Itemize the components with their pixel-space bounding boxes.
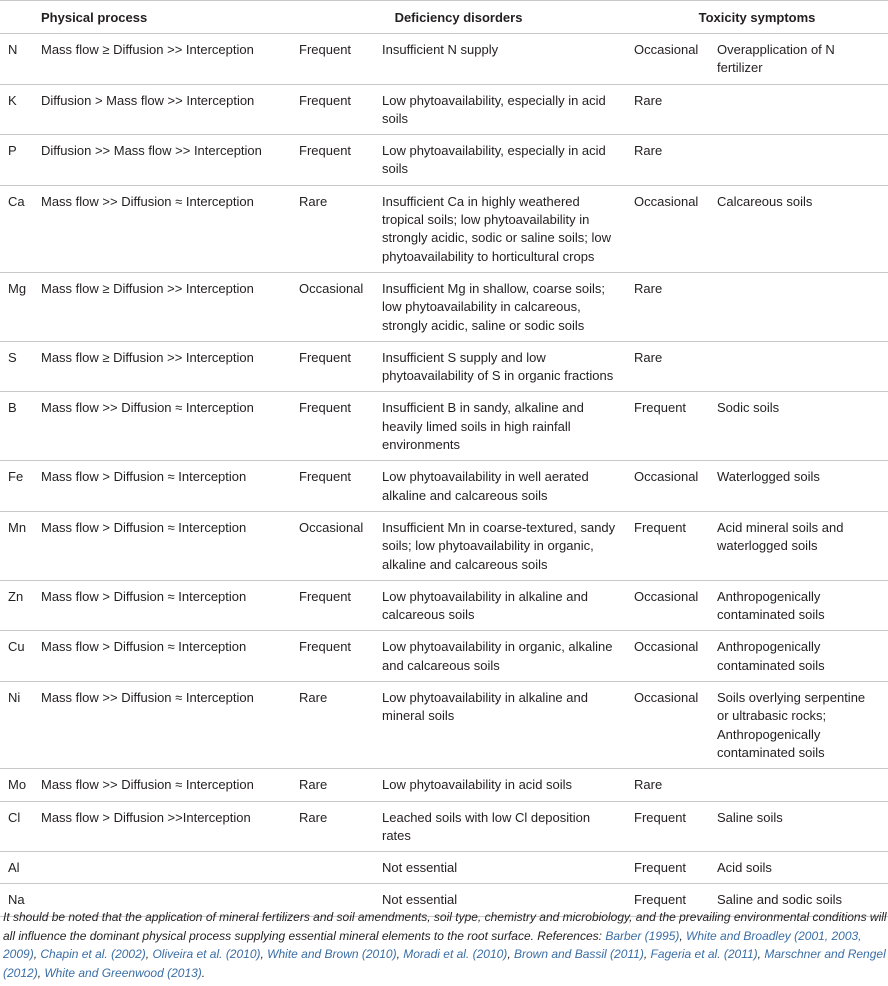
element-cell: Ni xyxy=(0,682,33,769)
deficiency-frequency-cell: Rare xyxy=(291,185,374,272)
reference-link[interactable]: Oliveira et al. (2010) xyxy=(152,947,261,961)
header-element xyxy=(0,1,33,34)
table-row xyxy=(0,341,888,392)
process-cell: Mass flow ≥ Diffusion >> Interception xyxy=(33,272,291,341)
table-row xyxy=(0,682,888,769)
deficiency-description-cell: Not essential xyxy=(374,852,626,884)
process-cell: Mass flow ≥ Diffusion >> Interception xyxy=(33,34,291,85)
element-cell: N xyxy=(0,34,33,85)
table-row xyxy=(0,84,888,135)
deficiency-description-cell: Leached soils with low Cl deposition rates xyxy=(374,801,626,852)
toxicity-frequency-cell: Frequent xyxy=(626,392,709,461)
header-deficiency: Deficiency disorders xyxy=(291,1,626,34)
element-cell: S xyxy=(0,341,33,392)
element-cell: P xyxy=(0,135,33,186)
deficiency-description-cell: Low phytoavailability in alkaline and calcareous soils xyxy=(374,580,626,631)
toxicity-frequency-cell: Occasional xyxy=(626,185,709,272)
process-cell: Mass flow > Diffusion ≈ Interception xyxy=(33,580,291,631)
toxicity-frequency-cell: Rare xyxy=(626,769,709,801)
table-row xyxy=(0,185,888,272)
toxicity-description-cell xyxy=(709,769,888,801)
deficiency-frequency-cell: Occasional xyxy=(291,272,374,341)
table-row xyxy=(0,272,888,341)
process-cell: Diffusion >> Mass flow >> Interception xyxy=(33,135,291,186)
table-row xyxy=(0,801,888,852)
process-cell: Mass flow >> Diffusion ≈ Interception xyxy=(33,392,291,461)
toxicity-description-cell: Anthropogenically contaminated soils xyxy=(709,631,888,682)
deficiency-description-cell: Insufficient S supply and low phytoavailability of S in organic fractions xyxy=(374,341,626,392)
deficiency-frequency-cell: Rare xyxy=(291,769,374,801)
deficiency-frequency-cell: Frequent xyxy=(291,461,374,512)
deficiency-frequency-cell: Frequent xyxy=(291,84,374,135)
reference-link[interactable]: Marschner and Rengel (2012) xyxy=(3,947,886,980)
table-row xyxy=(0,852,888,884)
deficiency-frequency-cell: Frequent xyxy=(291,34,374,85)
footnote-text: It should be noted that the application of mineral fertilizers and soil amendments, soil type, chemistry and microbiology, and the prevailing environmental conditions will all influence the dominant physical process supplying essential mineral elements to the root surface. References: xyxy=(3,910,887,943)
toxicity-frequency-cell: Rare xyxy=(626,135,709,186)
table-row xyxy=(0,631,888,682)
table-row xyxy=(0,461,888,512)
toxicity-frequency-cell: Occasional xyxy=(626,580,709,631)
element-cell: Cu xyxy=(0,631,33,682)
element-cell: Cl xyxy=(0,801,33,852)
process-cell: Mass flow > Diffusion ≈ Interception xyxy=(33,511,291,580)
element-cell: Mo xyxy=(0,769,33,801)
reference-link[interactable]: White and Greenwood (2013) xyxy=(44,965,202,980)
deficiency-description-cell: Insufficient Mg in shallow, coarse soils; low phytoavailability in calcareous, strongly acidic, saline or sodic soils xyxy=(374,272,626,341)
toxicity-description-cell: Calcareous soils xyxy=(709,185,888,272)
process-cell xyxy=(33,852,291,884)
reference-link[interactable]: White and Brown (2010) xyxy=(267,947,397,961)
reference-link[interactable]: Moradi et al. (2010) xyxy=(403,947,508,961)
header-row xyxy=(0,1,888,34)
toxicity-frequency-cell: Frequent xyxy=(626,884,709,916)
reference-link[interactable]: Fageria et al. (2011) xyxy=(650,947,758,961)
toxicity-frequency-cell: Occasional xyxy=(626,34,709,85)
table-footnote xyxy=(3,908,887,982)
toxicity-description-cell xyxy=(709,341,888,392)
process-cell: Mass flow ≥ Diffusion >> Interception xyxy=(33,341,291,392)
deficiency-frequency-cell: Rare xyxy=(291,682,374,769)
toxicity-description-cell xyxy=(709,84,888,135)
element-cell: Mg xyxy=(0,272,33,341)
deficiency-frequency-cell xyxy=(291,852,374,884)
toxicity-frequency-cell: Rare xyxy=(626,341,709,392)
deficiency-description-cell: Insufficient Ca in highly weathered tropical soils; low phytoavailability in strongly acidic, sodic or saline soils; low phytoavailability to horticultural crops xyxy=(374,185,626,272)
element-cell: B xyxy=(0,392,33,461)
footnote-references: Barber (1995), White and Broadley (2001, 2003, 2009), Chapin et al. (2002), Oliveira et al. (2010), White and Brown (2010), Moradi et al. (2010), Brown and Bassil (2011), Fageria et al. (2011), Marschner and Rengel (2012), White and Greenwood (2013) xyxy=(3,928,886,980)
deficiency-description-cell: Low phytoavailability, especially in acid soils xyxy=(374,84,626,135)
process-cell: Mass flow > Diffusion ≈ Interception xyxy=(33,461,291,512)
deficiency-description-cell: Insufficient B in sandy, alkaline and heavily limed soils in high rainfall environments xyxy=(374,392,626,461)
element-cell: Fe xyxy=(0,461,33,512)
deficiency-description-cell: Not essential xyxy=(374,884,626,916)
toxicity-frequency-cell: Rare xyxy=(626,272,709,341)
table-row xyxy=(0,34,888,85)
deficiency-frequency-cell: Frequent xyxy=(291,392,374,461)
toxicity-description-cell: Anthropogenically contaminated soils xyxy=(709,580,888,631)
reference-link[interactable]: White and Broadley (2001, 2003, 2009) xyxy=(3,928,862,961)
deficiency-description-cell: Low phytoavailability, especially in acid soils xyxy=(374,135,626,186)
deficiency-description-cell: Low phytoavailability in alkaline and mineral soils xyxy=(374,682,626,769)
process-cell: Mass flow > Diffusion >>Interception xyxy=(33,801,291,852)
toxicity-description-cell: Saline soils xyxy=(709,801,888,852)
deficiency-frequency-cell: Occasional xyxy=(291,511,374,580)
toxicity-description-cell: Acid mineral soils and waterlogged soils xyxy=(709,511,888,580)
reference-link[interactable]: Brown and Bassil (2011) xyxy=(513,947,644,961)
deficiency-description-cell: Low phytoavailability in acid soils xyxy=(374,769,626,801)
toxicity-description-cell: Overapplication of N fertilizer xyxy=(709,34,888,85)
toxicity-frequency-cell: Frequent xyxy=(626,511,709,580)
process-cell: Mass flow >> Diffusion ≈ Interception xyxy=(33,769,291,801)
toxicity-description-cell: Sodic soils xyxy=(709,392,888,461)
table-body xyxy=(0,34,888,917)
reference-link[interactable]: Chapin et al. (2002) xyxy=(40,947,146,961)
toxicity-description-cell: Soils overlying serpentine or ultrabasic rocks; Anthropogenically contaminated soils xyxy=(709,682,888,769)
element-cell: Ca xyxy=(0,185,33,272)
deficiency-frequency-cell: Frequent xyxy=(291,341,374,392)
footnote-end: . xyxy=(201,965,206,980)
deficiency-description-cell: Insufficient Mn in coarse-textured, sandy soils; low phytoavailability in organic, alkaline and calcareous soils xyxy=(374,511,626,580)
process-cell: Mass flow >> Diffusion ≈ Interception xyxy=(33,682,291,769)
deficiency-description-cell: Insufficient N supply xyxy=(374,34,626,85)
process-cell: Mass flow > Diffusion ≈ Interception xyxy=(33,631,291,682)
deficiency-frequency-cell: Frequent xyxy=(291,580,374,631)
toxicity-description-cell xyxy=(709,272,888,341)
element-cell: K xyxy=(0,84,33,135)
header-toxicity: Toxicity symptoms xyxy=(626,1,888,34)
toxicity-frequency-cell: Occasional xyxy=(626,682,709,769)
toxicity-frequency-cell: Rare xyxy=(626,84,709,135)
element-cell: Zn xyxy=(0,580,33,631)
toxicity-frequency-cell: Occasional xyxy=(626,461,709,512)
toxicity-description-cell: Waterlogged soils xyxy=(709,461,888,512)
deficiency-frequency-cell: Rare xyxy=(291,801,374,852)
process-cell: Mass flow >> Diffusion ≈ Interception xyxy=(33,185,291,272)
toxicity-frequency-cell: Frequent xyxy=(626,801,709,852)
toxicity-description-cell: Acid soils xyxy=(709,852,888,884)
table-row xyxy=(0,135,888,186)
element-cell: Al xyxy=(0,852,33,884)
header-physical-process: Physical process xyxy=(33,1,291,34)
deficiency-description-cell: Low phytoavailability in well aerated alkaline and calcareous soils xyxy=(374,461,626,512)
deficiency-description-cell: Low phytoavailability in organic, alkaline and calcareous soils xyxy=(374,631,626,682)
toxicity-frequency-cell: Occasional xyxy=(626,631,709,682)
toxicity-description-cell xyxy=(709,135,888,186)
toxicity-description-cell: Saline and sodic soils xyxy=(709,884,888,916)
element-cell: Na xyxy=(0,884,33,916)
element-cell: Mn xyxy=(0,511,33,580)
deficiency-frequency-cell: Frequent xyxy=(291,631,374,682)
toxicity-frequency-cell: Frequent xyxy=(626,852,709,884)
table-row xyxy=(0,511,888,580)
table-row xyxy=(0,769,888,801)
table-row xyxy=(0,392,888,461)
reference-link[interactable]: Barber (1995) xyxy=(605,928,680,943)
deficiency-frequency-cell: Frequent xyxy=(291,135,374,186)
table-row xyxy=(0,580,888,631)
process-cell: Diffusion > Mass flow >> Interception xyxy=(33,84,291,135)
